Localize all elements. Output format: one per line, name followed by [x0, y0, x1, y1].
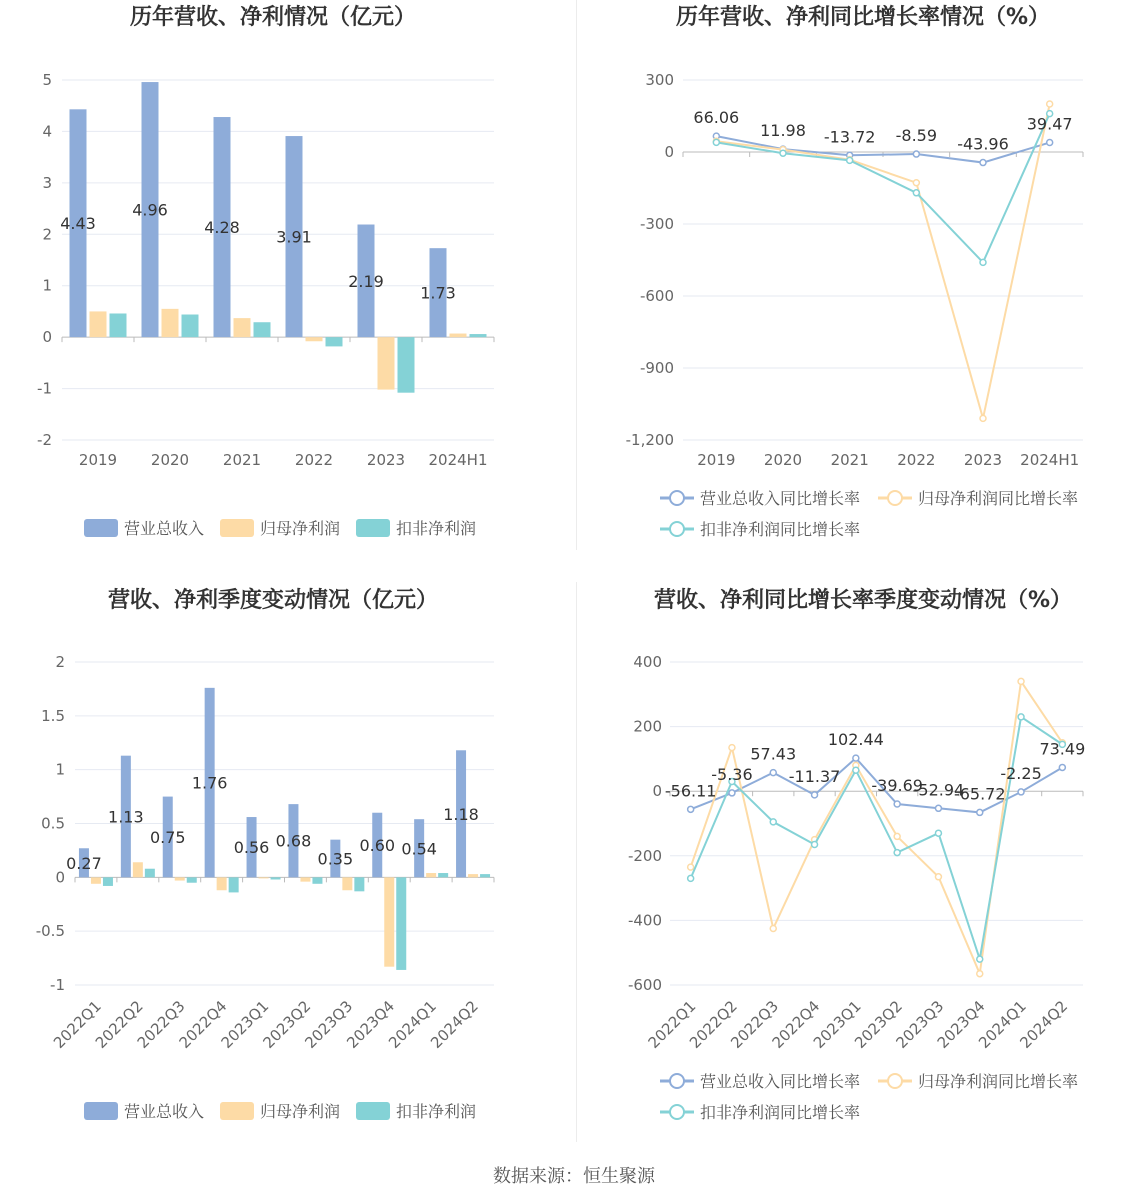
x-tick-label: 2023Q4	[343, 997, 399, 1052]
line-point	[913, 180, 919, 186]
line-point	[977, 971, 983, 977]
y-tick-label: 5	[42, 71, 52, 89]
legend-label: 归母净利润	[260, 519, 341, 538]
legend-marker	[888, 1074, 902, 1088]
line-data-label: -11.37	[788, 766, 841, 786]
x-tick-label: 2020	[150, 451, 190, 469]
x-tick-label: 2022Q1	[49, 997, 105, 1052]
bar-data-label: 3.91	[276, 227, 312, 247]
x-tick-label: 2022	[897, 451, 936, 469]
legend-marker	[670, 522, 684, 536]
bar-deducted-profit	[326, 337, 343, 346]
line-point	[1047, 101, 1053, 107]
bar-deducted-profit	[182, 315, 199, 338]
legend-swatch	[84, 519, 118, 537]
line-point	[935, 830, 941, 836]
quarter-line-chart-svg	[578, 582, 1148, 1142]
x-tick-label: 2024Q2	[1016, 997, 1072, 1052]
line-data-label: -13.72	[823, 127, 876, 147]
quarterly-revenue-profit-chart	[0, 582, 574, 1142]
line-data-label: 11.98	[760, 121, 806, 141]
x-tick-label: 2023Q1	[217, 997, 273, 1052]
y-tick-label: 0	[55, 868, 65, 887]
x-tick-label: 2024H1	[1020, 451, 1080, 469]
bar-net-profit	[426, 873, 436, 877]
legend-label: 扣非净利润	[396, 519, 477, 538]
y-tick-label: -400	[627, 911, 662, 930]
line-data-label: 73.49	[1039, 739, 1086, 759]
bar-deducted-profit	[145, 869, 155, 878]
bar-data-label: 4.43	[60, 214, 96, 234]
chart-title: 历年营收、净利情况（亿元）	[129, 5, 417, 30]
line-point	[853, 755, 859, 761]
line-point	[770, 770, 776, 776]
line-point	[770, 925, 776, 931]
legend-label: 营业总收入	[124, 1102, 205, 1121]
x-tick-label: 2023Q3	[301, 997, 357, 1052]
x-tick-label: 2023Q1	[809, 997, 865, 1052]
line-net-profit	[691, 681, 1063, 973]
y-tick-label: 200	[633, 717, 662, 736]
bar-net-profit	[90, 311, 107, 337]
line-deducted-profit	[691, 717, 1063, 959]
line-data-label: 57.43	[750, 744, 797, 764]
line-data-label: -56.11	[664, 781, 717, 801]
bar-deducted-profit	[398, 337, 415, 393]
line-point	[935, 805, 941, 811]
x-tick-label: 2022Q1	[644, 997, 700, 1052]
y-tick-label: 1	[42, 276, 52, 295]
line-point	[1018, 678, 1024, 684]
bar-data-label: 0.68	[275, 831, 312, 851]
y-tick-label: 1	[55, 760, 65, 779]
bar-net-profit	[162, 309, 179, 337]
bar-data-label: 1.18	[443, 804, 479, 824]
line-point	[847, 157, 853, 163]
line-point	[894, 850, 900, 856]
line-point	[894, 801, 900, 807]
x-tick-label: 2022Q2	[685, 997, 741, 1052]
x-tick-label: 2021	[222, 451, 262, 469]
line-point	[894, 833, 900, 839]
quarterly-growth-rate-chart	[578, 582, 1148, 1142]
bar-net-profit	[384, 877, 394, 966]
bar-deducted-profit	[110, 313, 127, 337]
legend-label: 扣非净利润	[396, 1102, 477, 1121]
line-point	[729, 745, 735, 751]
x-tick-label: 2024Q2	[427, 997, 482, 1052]
bar-net-profit	[234, 318, 251, 337]
legend-marker	[670, 1105, 684, 1119]
line-point	[980, 415, 986, 421]
legend-label: 归母净利润同比增长率	[918, 489, 1079, 508]
line-point	[812, 841, 818, 847]
line-point	[913, 151, 919, 157]
line-point	[977, 956, 983, 962]
legend-swatch	[220, 1102, 254, 1120]
bar-data-label: 1.73	[420, 283, 456, 303]
y-tick-label: -200	[627, 846, 662, 865]
y-tick-label: -0.5	[35, 922, 65, 941]
annual-growth-rate-chart	[578, 0, 1148, 560]
x-tick-label: 2021	[830, 451, 869, 469]
legend-marker	[670, 1074, 684, 1088]
x-tick-label: 2023Q3	[892, 997, 948, 1052]
bar-net-profit	[468, 874, 478, 877]
line-data-label: 39.47	[1026, 114, 1073, 134]
line-data-label: -65.72	[953, 784, 1006, 804]
bar-deducted-profit	[470, 334, 487, 337]
bar-net-profit	[378, 337, 395, 389]
x-tick-label: 2022Q4	[768, 997, 824, 1052]
line-data-label: -39.69	[871, 776, 923, 796]
y-tick-label: -1	[50, 976, 65, 994]
x-tick-label: 2024H1	[428, 451, 488, 469]
line-point	[980, 160, 986, 166]
legend-marker	[888, 491, 902, 505]
bar-net-profit	[306, 337, 323, 341]
y-tick-label: 3	[42, 173, 52, 192]
x-tick-label: 2023Q2	[259, 997, 315, 1052]
legend-marker	[670, 491, 684, 505]
line-point	[913, 190, 919, 196]
line-point	[1047, 140, 1053, 146]
y-tick-label: 0.5	[41, 814, 65, 833]
x-tick-label: 2019	[78, 451, 118, 469]
bar-data-label: 0.75	[149, 827, 186, 847]
line-point	[1018, 789, 1024, 795]
y-tick-label: 400	[633, 653, 662, 671]
legend-label: 归母净利润同比增长率	[918, 1072, 1079, 1091]
x-tick-label: 2024Q1	[385, 997, 440, 1052]
chart-title: 营收、净利季度变动情况（亿元）	[107, 588, 439, 613]
bar-deducted-profit	[271, 877, 281, 879]
data-source-note: 数据来源：恒生聚源	[493, 1166, 655, 1187]
bar-net-profit	[450, 334, 467, 338]
bar-data-label: 1.13	[108, 807, 144, 827]
line-point	[688, 864, 694, 870]
bar-net-profit	[300, 877, 310, 881]
line-point	[853, 767, 859, 773]
x-tick-label: 2023Q2	[851, 997, 906, 1052]
x-tick-label: 2023	[366, 451, 406, 469]
line-data-label: -2.25	[1000, 763, 1042, 783]
bar-net-profit	[259, 877, 269, 878]
legend-label: 扣非净利润同比增长率	[700, 1103, 861, 1122]
bar-data-label: 0.35	[317, 849, 354, 869]
y-tick-label: 2	[42, 225, 52, 244]
bar-data-label: 2.19	[348, 271, 384, 291]
x-tick-label: 2019	[697, 451, 736, 469]
annual-revenue-profit-chart	[0, 0, 574, 560]
line-point	[977, 809, 983, 815]
y-tick-label: 4	[42, 122, 52, 141]
y-tick-label: 300	[645, 71, 674, 89]
x-tick-label: 2022Q3	[133, 997, 189, 1052]
y-tick-label: -1	[37, 379, 52, 398]
chart-title: 营收、净利同比增长率季度变动情况（%）	[653, 588, 1073, 613]
bar-net-profit	[217, 877, 227, 890]
x-tick-label: 2022Q4	[175, 997, 231, 1052]
legend-swatch	[84, 1102, 118, 1120]
line-point	[1059, 764, 1065, 770]
line-point	[770, 819, 776, 825]
legend-label: 营业总收入同比增长率	[700, 1072, 861, 1091]
bar-data-label: 4.96	[132, 200, 168, 220]
line-data-label: -52.94	[912, 780, 965, 800]
y-tick-label: 0	[664, 143, 674, 161]
bar-data-label: 0.27	[66, 853, 102, 873]
bar-deducted-profit	[254, 322, 271, 337]
line-data-label: 102.44	[827, 730, 884, 750]
x-tick-label: 2022Q2	[91, 997, 147, 1052]
legend-label: 归母净利润	[260, 1102, 341, 1121]
bar-deducted-profit	[187, 877, 197, 882]
x-tick-label: 2022Q3	[727, 997, 783, 1052]
line-point	[688, 875, 694, 881]
quarter-bar-chart-svg	[0, 582, 574, 1142]
bar-deducted-profit	[396, 877, 406, 970]
bar-deducted-profit	[480, 874, 490, 877]
x-tick-label: 2023	[963, 451, 1003, 469]
legend-label: 营业总收入	[124, 519, 205, 538]
y-tick-label: -2	[37, 431, 52, 449]
y-tick-label: -600	[627, 976, 662, 994]
y-tick-label: -900	[639, 359, 674, 377]
line-point	[713, 139, 719, 145]
y-tick-label: -300	[639, 215, 674, 233]
bar-deducted-profit	[103, 877, 113, 886]
bar-data-label: 0.56	[233, 838, 270, 858]
bar-net-profit	[342, 877, 352, 890]
x-tick-label: 2023Q4	[933, 997, 989, 1052]
bar-data-label: 0.54	[401, 839, 437, 859]
bar-deducted-profit	[354, 877, 364, 891]
panel-divider-top	[576, 0, 577, 550]
line-data-label: -5.36	[711, 764, 753, 784]
bar-net-profit	[91, 877, 101, 883]
y-tick-label: -600	[639, 287, 674, 305]
legend-label: 扣非净利润同比增长率	[700, 520, 861, 539]
line-data-label: -43.96	[957, 134, 1009, 154]
legend-swatch	[356, 1102, 390, 1120]
panel-divider-bottom	[576, 582, 577, 1142]
annual-line-chart-svg	[578, 0, 1148, 560]
y-tick-label: 2	[55, 653, 65, 671]
bar-data-label: 4.28	[204, 218, 240, 238]
y-tick-label: -1,200	[625, 431, 674, 449]
y-tick-label: 1.5	[41, 706, 65, 725]
line-point	[935, 874, 941, 880]
bar-net-profit	[175, 877, 185, 880]
legend-swatch	[220, 519, 254, 537]
line-point	[780, 150, 786, 156]
bar-deducted-profit	[312, 877, 322, 883]
bar-data-label: 0.60	[359, 836, 396, 856]
bar-data-label: 1.76	[191, 773, 228, 793]
bar-net-profit	[133, 862, 143, 877]
line-data-label: 66.06	[693, 108, 740, 128]
bar-deducted-profit	[229, 877, 239, 892]
y-tick-label: 0	[652, 782, 662, 801]
chart-title: 历年营收、净利同比增长率情况（%）	[675, 5, 1051, 30]
y-tick-label: 0	[42, 328, 52, 347]
annual-bar-chart-svg	[0, 0, 574, 560]
line-point	[980, 259, 986, 265]
line-point	[1018, 714, 1024, 720]
x-tick-label: 2020	[763, 451, 803, 469]
x-tick-label: 2024Q1	[975, 997, 1030, 1052]
legend-swatch	[356, 519, 390, 537]
line-point	[688, 806, 694, 812]
line-point	[812, 792, 818, 798]
x-tick-label: 2022	[294, 451, 334, 469]
legend-label: 营业总收入同比增长率	[700, 489, 861, 508]
line-data-label: -8.59	[895, 126, 938, 146]
bar-deducted-profit	[438, 873, 448, 877]
line-point	[729, 790, 735, 796]
